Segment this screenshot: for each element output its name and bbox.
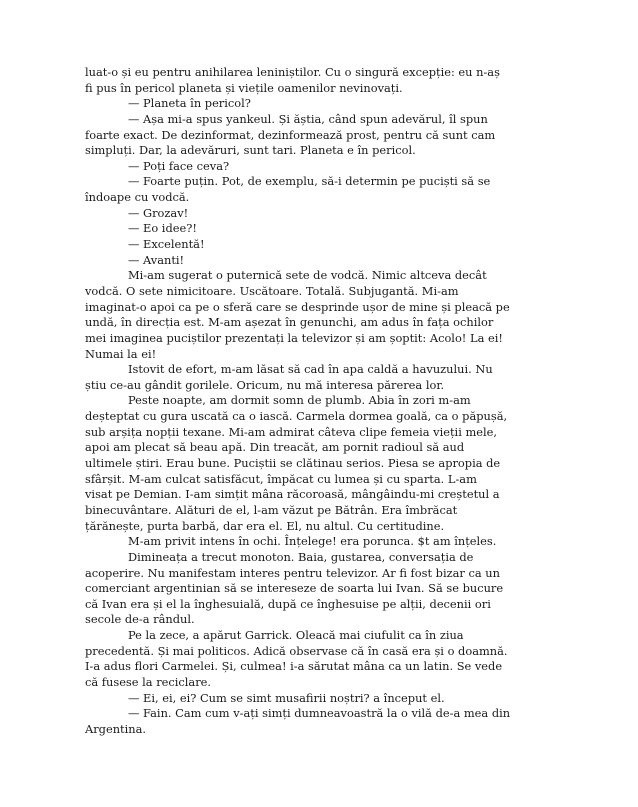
- text-line: binecuvântare. Alături de el, l-am văzut pe Bătrân. Era îmbrăcat: [85, 502, 458, 517]
- text-line: — Așa mi-a spus yankeul. Și ăștia, când spun adevărul, îl spun: [128, 111, 488, 126]
- text-line: precedentă. Și mai politicos. Adică observase că în casă era și o doamnă.: [85, 643, 508, 658]
- text-line: simpluți. Dar, la adevăruri, sunt tari. Planeta e în pericol.: [85, 143, 416, 158]
- text-line: — Poți face ceva?: [128, 158, 230, 173]
- text-line: îndoape cu vodcă.: [85, 190, 190, 205]
- text-line: foarte exact. De dezinformat, dezinformează prost, pentru că sunt cam: [85, 127, 496, 142]
- text-line: Istovit de efort, m-am lăsat să cad în apa caldă a havuzului. Nu: [128, 362, 493, 377]
- book-page-text: [85, 65, 555, 738]
- text-line: undă, în direcția est. M-am așezat în genunchi, am adus în fața ochilor: [85, 315, 494, 330]
- text-line: visat pe Demian. I-am simțit mâna răcoroasă, mângâindu-mi creștetul a: [85, 487, 500, 502]
- text-line: Dimineața a trecut monoton. Baia, gustarea, conversația de: [128, 549, 474, 564]
- text-line: luat-o și eu pentru anihilarea leniniștilor. Cu o singură excepție: eu n-aș: [85, 65, 500, 79]
- text-line: I-a adus flori Carmelei. Și, culmea! i-a sărutat mâna ca un latin. Se vede: [85, 659, 503, 674]
- text-line: Argentina.: [85, 721, 147, 736]
- text-line: acoperire. Nu manifestam interes pentru televizor. Ar fi fost bizar ca un: [85, 565, 500, 580]
- text-line: deșteptat cu gura uscată ca o iască. Carmela dormea goală, ca o păpușă,: [85, 409, 508, 424]
- text-line: Peste noapte, am dormit somn de plumb. Abia în zori m-am: [128, 393, 471, 408]
- text-line: apoi am plecat să beau apă. Din treacăt, am pornit radioul să aud: [85, 440, 465, 455]
- text-line: ultimele știri. Erau bune. Puciștii se clătinau serios. Piesa se apropia de: [85, 456, 501, 471]
- text-line: țărănește, purta barbă, dar era el. El, nu altul. Cu certitudine.: [85, 518, 445, 533]
- text-line: — Foarte puțin. Pot, de exemplu, să-i determin pe puciști să se: [128, 174, 491, 189]
- text-line: Numai la ei!: [85, 346, 157, 361]
- text-line: știu ce-au gândit gorilele. Oricum, nu mă interesa părerea lor.: [85, 377, 445, 392]
- text-line: — Planeta în pericol?: [128, 96, 251, 111]
- text-line: mei imaginea puciștilor prezentați la televizor și am șoptit: Acolo! La ei!: [85, 330, 503, 345]
- text-line: imaginat-o apoi ca pe o sferă care se desprinde ușor de mine și pleacă pe: [85, 299, 510, 314]
- text-line: — Ei, ei, ei? Cum se simt musafirii noștri? a început el.: [128, 690, 445, 705]
- text-line: — Avanti!: [128, 252, 185, 267]
- text-line: — Fain. Cam cum v-ați simți dumneavoastră la o vilă de-a mea din: [128, 706, 511, 721]
- text-line: secole de-a rândul.: [85, 612, 195, 627]
- text-line: sub arșița nopții texane. Mi-am admirat câteva clipe femeia vieții mele,: [85, 424, 498, 439]
- text-line: — Excelentă!: [128, 237, 205, 252]
- text-line: — Grozav!: [128, 205, 189, 220]
- text-line: Pe la zece, a apărut Garrick. Oleacă mai ciufulit ca în ziua: [128, 628, 464, 643]
- text-line: că Ivan era și el la înghesuială, după ce înghesuise pe alții, decenii ori: [85, 596, 491, 611]
- text-line: fi pus în pericol planeta și viețile oamenilor nevinovați.: [85, 80, 403, 95]
- text-line: vodcă. O sete nimicitoare. Uscătoare. Totală. Subjugantă. Mi-am: [85, 283, 459, 298]
- text-line: că fusese la reciclare.: [85, 674, 212, 689]
- text-line: Mi-am sugerat o puternică sete de vodcă. Nimic altceva decât: [128, 268, 487, 283]
- text-line: M-am privit intens în ochi. Înțelege! era porunca. $t am înțeles.: [128, 534, 497, 549]
- text-line: — Eo idee?!: [128, 221, 197, 236]
- text-line: comerciant argentinian să se intereseze de soarta lui Ivan. Să se bucure: [85, 581, 504, 596]
- text-line: sfârșit. M-am culcat satisfăcut, împăcat cu lumea și cu sparta. L-am: [85, 471, 477, 486]
